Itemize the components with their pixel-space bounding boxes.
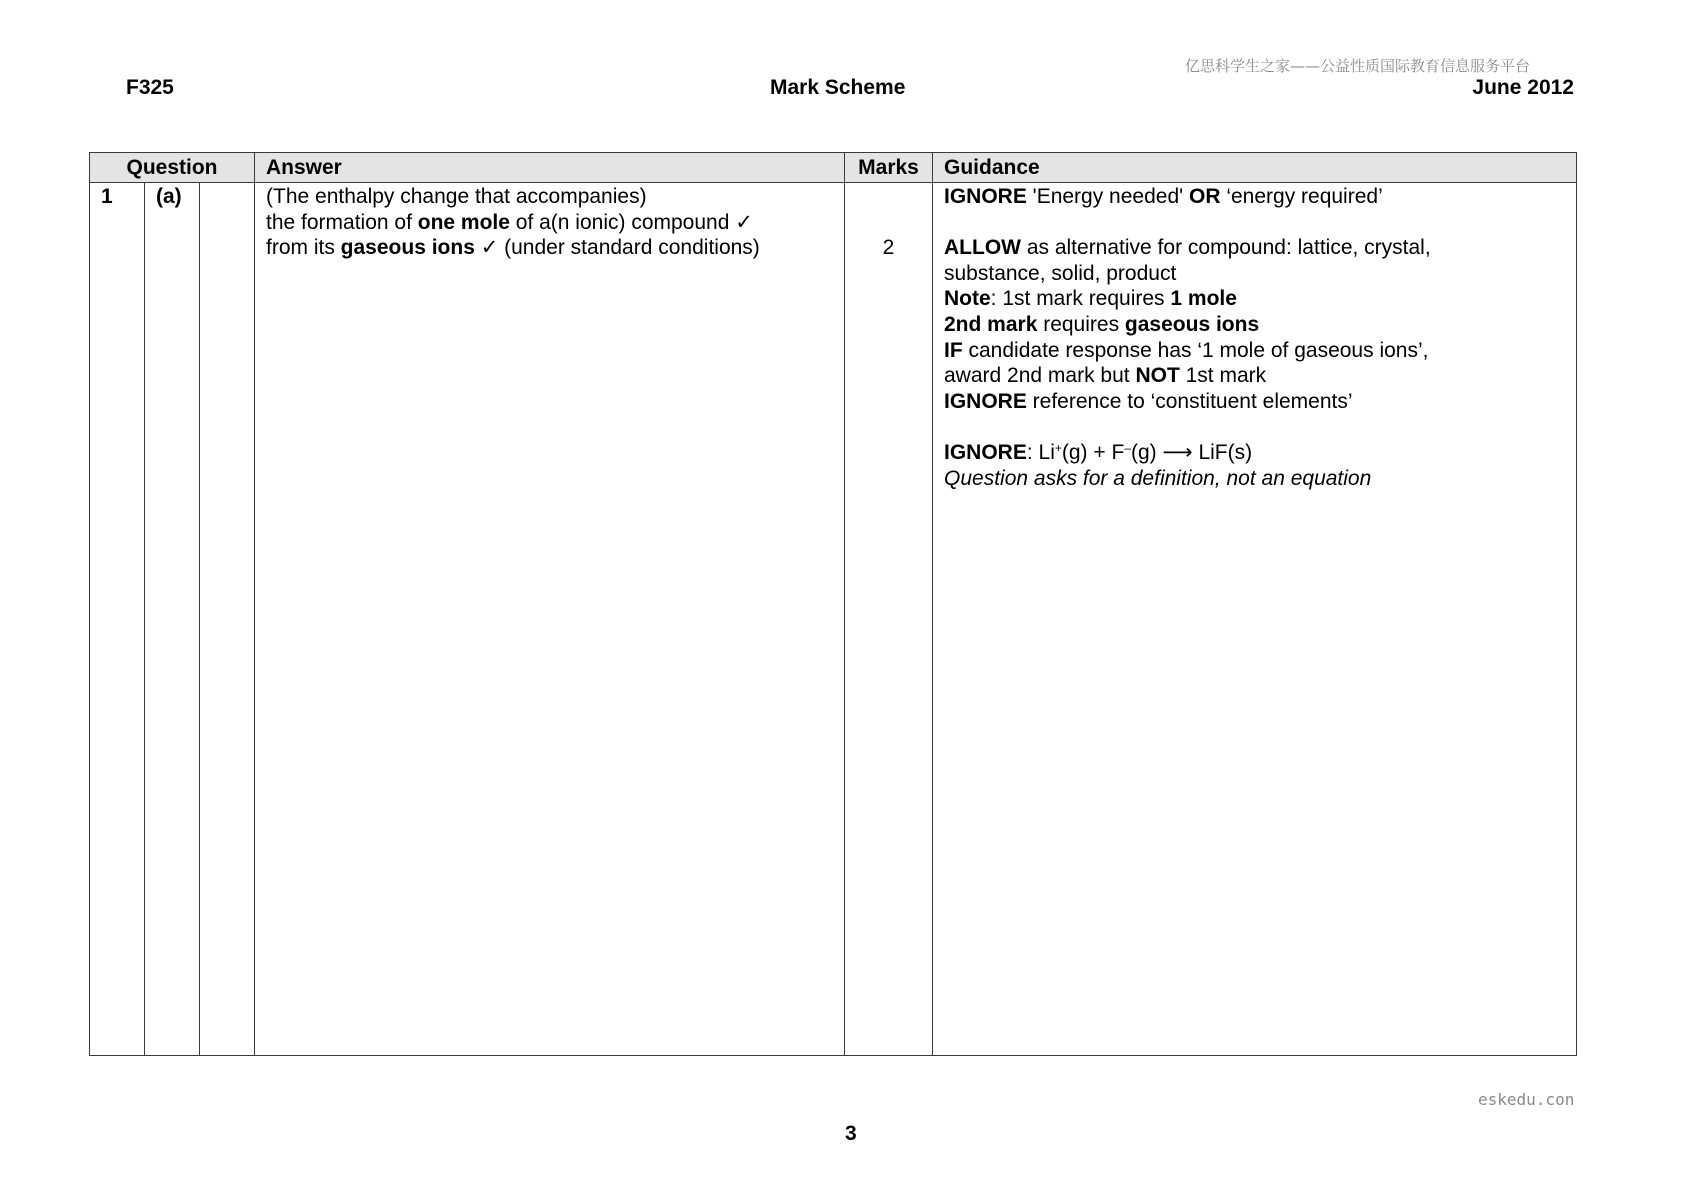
charge-superscript: – [1124,440,1131,455]
table-row [90,183,1577,1056]
answer-line: (The enthalpy change that accompanies) [266,185,647,208]
table-header-row [90,153,1577,183]
guidance-equation-line [944,440,1576,466]
guidance-text: as alternative for compound: lattice, crystal, [1020,236,1431,260]
watermark-text-bottom: eskedu.con [1478,1090,1575,1109]
answer-text: the formation of [266,210,418,234]
guidance-text: 1st mark [1179,364,1267,388]
answer-keyword: gaseous ions [340,236,475,260]
guidance-header: Guidance [933,153,1577,183]
guidance-text: (g) ⟶ LiF(s) [1131,440,1253,464]
guidance-keyword: IGNORE [944,389,1027,413]
guidance-text: : 1st mark requires [990,287,1171,311]
guidance-keyword: NOT [1135,364,1180,388]
guidance-text: candidate response has ‘1 mole of gaseous ions’, [962,338,1429,362]
guidance-keyword: IF [944,338,963,362]
mark-scheme-table [89,152,1577,1056]
guidance-text: 'Energy needed' [1026,185,1189,208]
answer-text: from its [266,236,341,260]
marks-header: Marks [845,153,933,183]
guidance-keyword: ALLOW [944,236,1021,260]
watermark-text-top: 亿思科学生之家——公益性质国际教育信息服务平台 [1185,57,1531,75]
page-number: 3 [845,1122,857,1145]
guidance-line [944,184,1576,210]
paper-code: F325 [126,76,174,99]
guidance-line [944,363,1576,389]
guidance-text: ‘energy required’ [1220,185,1383,208]
guidance-text: award 2nd mark but [944,364,1136,388]
guidance-line: substance, solid, product [944,261,1177,285]
guidance-blank-line [944,210,1576,236]
guidance-cell [933,183,1577,1056]
document-title: Mark Scheme [770,76,906,99]
marks-value: 2 [882,236,895,259]
charge-superscript: + [1054,440,1062,455]
answer-header: Answer [255,153,845,183]
answer-line [266,235,844,261]
question-number-cell: 1 [90,183,145,1056]
answer-cell [255,183,845,1056]
marks-cell [845,183,933,1056]
guidance-keyword: IGNORE [944,185,1027,208]
guidance-keyword: 1 mole [1170,287,1237,311]
guidance-blank-line [944,414,1576,440]
answer-line [266,210,844,236]
question-subpart-cell [200,183,255,1056]
question-part-cell: (a) [145,183,200,1056]
guidance-line [944,286,1576,312]
guidance-text: requires [1037,312,1125,336]
guidance-line [944,235,1576,261]
guidance-keyword: IGNORE [944,440,1027,464]
answer-text: ✓ (under standard conditions) [474,236,760,260]
guidance-line [944,338,1576,364]
guidance-line [944,312,1576,338]
guidance-line [944,389,1576,415]
answer-keyword: one mole [417,210,510,234]
answer-text: of a(n ionic) compound ✓ [509,210,753,234]
guidance-keyword: gaseous ions [1124,312,1260,336]
guidance-line: Question asks for a definition, not an equation [944,466,1372,490]
question-header: Question [90,153,255,183]
guidance-keyword: Note [944,287,991,311]
guidance-text: reference to ‘constituent elements’ [1026,389,1353,413]
guidance-text: : Li [1026,440,1055,464]
guidance-keyword: 2nd mark [944,312,1038,336]
guidance-keyword: OR [1188,185,1221,208]
guidance-text: (g) + F [1061,440,1125,464]
exam-date: June 2012 [1472,76,1574,99]
